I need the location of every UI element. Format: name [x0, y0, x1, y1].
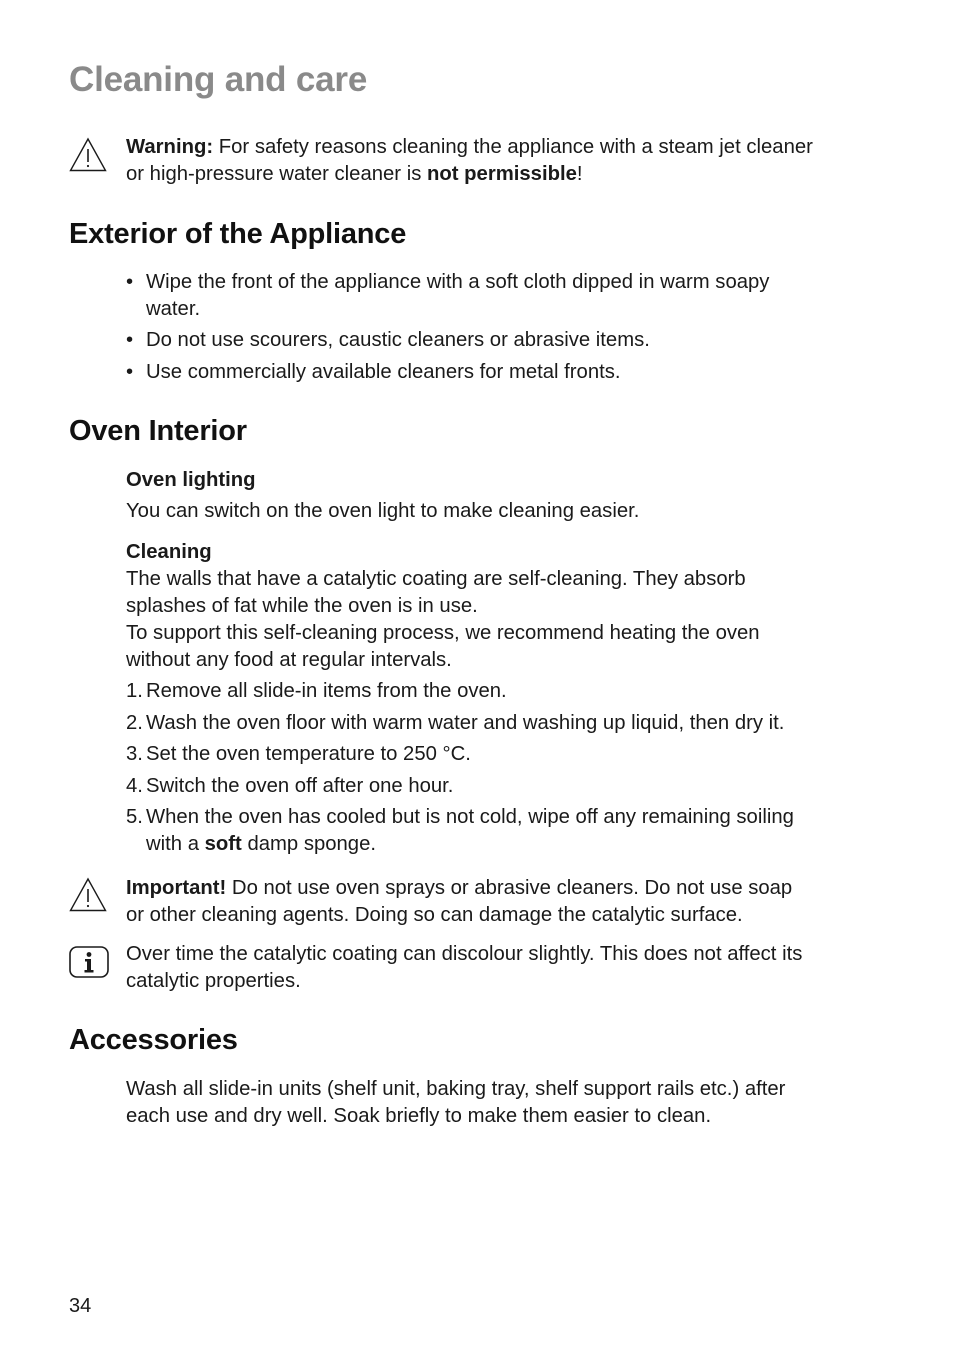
paragraph-line: each use and dry well. Soak briefly to make them easier to clean. — [126, 1105, 712, 1127]
paragraph-line: Wash all slide-in units (shelf unit, baking tray, shelf support rails etc.) after — [126, 1078, 786, 1100]
paragraph-line: without any food at regular intervals. — [126, 649, 452, 671]
step-item: 3. Set the oven temperature to 250 °C. — [126, 741, 471, 768]
step-number: 3. — [126, 743, 143, 765]
warning-emphasis: not permissible — [426, 163, 577, 185]
section-heading-accessories: Accessories — [69, 1024, 238, 1056]
important-line-2: or other cleaning agents. Doing so can damage the catalytic surface. — [126, 904, 743, 926]
list-item-continuation: water. — [146, 298, 201, 320]
subheading-cleaning: Cleaning — [126, 541, 212, 563]
step-item: 4. Switch the oven off after one hour. — [126, 773, 453, 800]
section-heading-interior: Oven Interior — [69, 415, 247, 447]
paragraph-oven-lighting: You can switch on the oven light to make cleaning easier. — [126, 500, 640, 522]
list-item: • Do not use scourers, caustic cleaners or abrasive items. — [126, 327, 650, 354]
step-number: 4. — [126, 775, 143, 797]
bullet: • — [126, 329, 134, 351]
list-item: • Use commercially available cleaners for metal fronts. — [126, 359, 621, 386]
info-line-1: Over time the catalytic coating can discolour slightly. This does not affect its — [126, 943, 803, 965]
step-item-continuation: with a soft damp sponge. — [146, 833, 376, 855]
warning-triangle-icon — [69, 877, 107, 913]
info-line-2: catalytic properties. — [126, 970, 301, 992]
paragraph-line: To support this self-cleaning process, we recommend heating the oven — [126, 622, 760, 644]
bullet: • — [126, 271, 134, 293]
step-number: 1. — [126, 680, 143, 702]
paragraph-line: The walls that have a catalytic coating are self-cleaning. They absorb — [126, 568, 746, 590]
page-number: 34 — [69, 1295, 92, 1317]
warning-label: Warning: — [126, 136, 214, 158]
paragraph-line: splashes of fat while the oven is in use. — [126, 595, 478, 617]
warning-triangle-icon — [69, 137, 107, 173]
list-item: • Wipe the front of the appliance with a soft cloth dipped in warm soapy — [126, 269, 769, 296]
page-title: Cleaning and care — [69, 60, 368, 99]
step-number: 2. — [126, 712, 143, 734]
info-icon — [69, 946, 109, 978]
step-item: 2. Wash the oven floor with warm water and washing up liquid, then dry it. — [126, 710, 784, 737]
step-number: 5. — [126, 806, 143, 828]
section-heading-exterior: Exterior of the Appliance — [69, 218, 407, 250]
warning-line-2: or high-pressure water cleaner is not permissible! — [126, 163, 583, 185]
step-item: 5. When the oven has cooled but is not cold, wipe off any remaining soiling — [126, 804, 794, 831]
important-line-1: Important! Do not use oven sprays or abrasive cleaners. Do not use soap — [126, 877, 793, 899]
emphasis-soft: soft — [204, 833, 242, 855]
bullet: • — [126, 361, 134, 383]
warning-line-1: Warning: For safety reasons cleaning the appliance with a steam jet cleaner — [126, 136, 813, 158]
step-item: 1. Remove all slide-in items from the oven. — [126, 678, 507, 705]
important-label: Important! — [126, 877, 227, 899]
subheading-oven-lighting: Oven lighting — [126, 469, 256, 491]
